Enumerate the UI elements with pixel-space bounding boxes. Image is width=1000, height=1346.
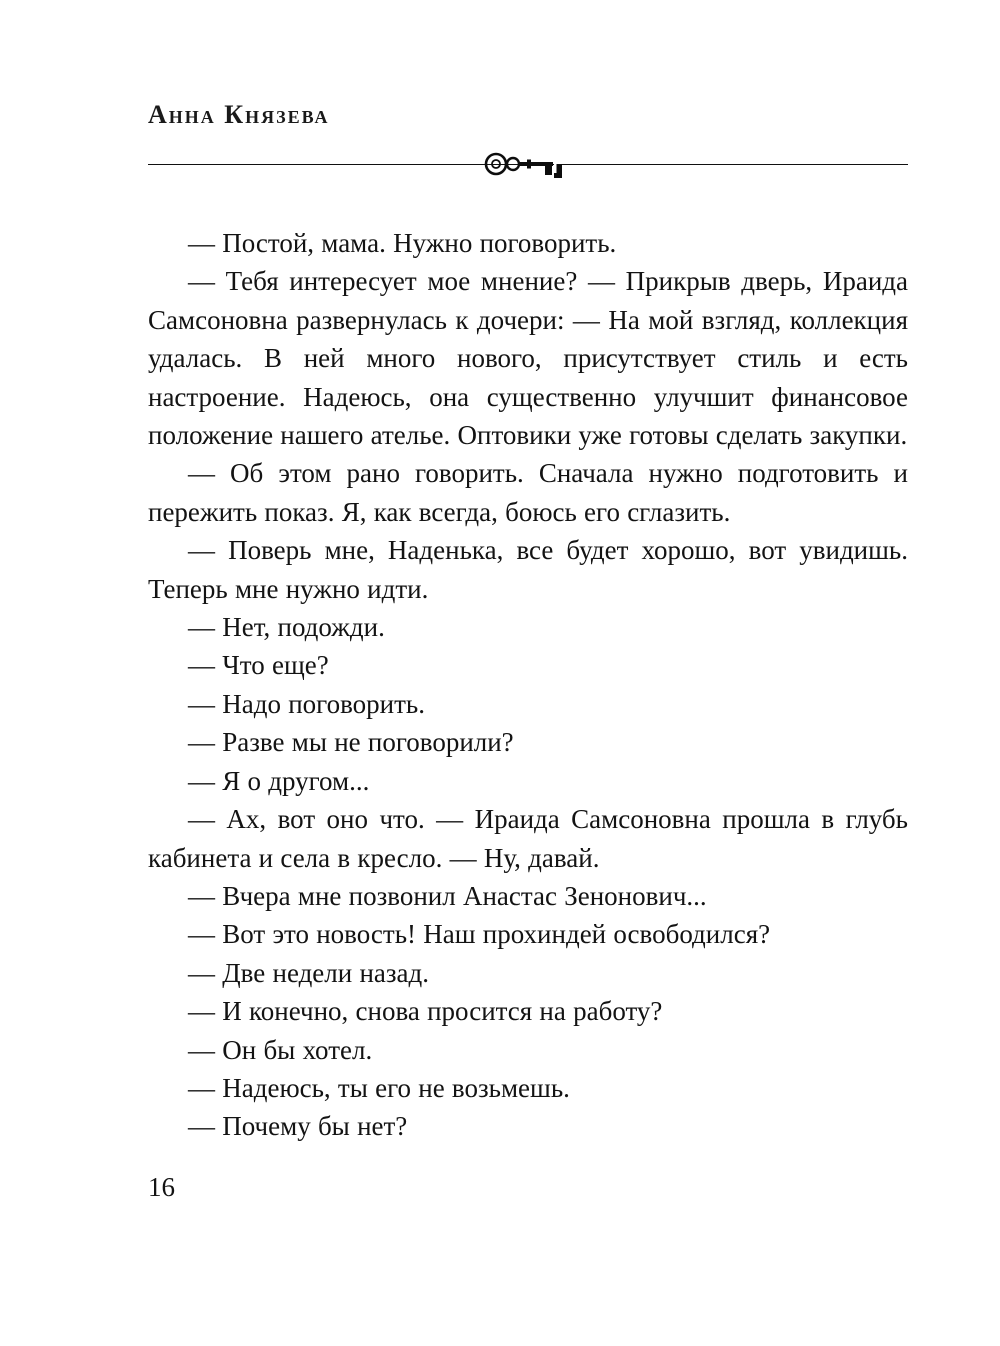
body-text [148, 224, 908, 1146]
paragraph: — Надеюсь, ты его не возьмешь. [188, 1072, 570, 1103]
paragraph: — И конечно, снова просится на работу? [188, 996, 663, 1027]
paragraph: — Что еще? [188, 650, 329, 681]
header-rule [148, 150, 908, 190]
paragraph: — Две недели назад. [188, 957, 430, 988]
paragraph: — Разве мы не поговорили? [188, 727, 514, 758]
paragraph: — Он бы хотел. [188, 1034, 373, 1065]
paragraph: — Я о другом... [188, 765, 370, 796]
paragraph: — Вот это новость! Наш прохиндей освободился? [188, 919, 771, 950]
paragraph: — Почему бы нет? [188, 1111, 408, 1142]
paragraph: — Надо поговорить. [188, 688, 425, 719]
page-header-author: Анна Князева [148, 100, 330, 129]
page-number: 16 [148, 1171, 175, 1202]
paragraph: — Вчера мне позвонил Анастас Зенонович... [188, 880, 707, 911]
paragraph: — Поверь мне, Наденька, все будет хорошо, вот увидишь. Теперь мне нужно идти. [148, 535, 908, 604]
paragraph: — Ах, вот оно что. — Ираида Самсоновна прошла в глубь кабинета и села в кресло. — Ну, давай. [148, 804, 908, 873]
paragraph: — Тебя интересует мое мнение? — Прикрыв дверь, Ираида Самсоновна развернулась к дочери: — На мой взгляд, коллекция удалась. В ней много нового, присутствует стиль и есть настроение. Надеюсь, она существенно улучшит финансовое положение нашего ателье. Оптовики уже готовы сделать закупки. [148, 266, 908, 451]
skeleton-key-icon [483, 144, 579, 191]
paragraph: — Нет, подожди. [188, 612, 385, 643]
paragraph: — Постой, мама. Нужно поговорить. [188, 228, 617, 258]
paragraph: — Об этом рано говорить. Сначала нужно подготовить и пережить показ. Я, как всегда, боюсь его сглазить. [148, 458, 908, 527]
